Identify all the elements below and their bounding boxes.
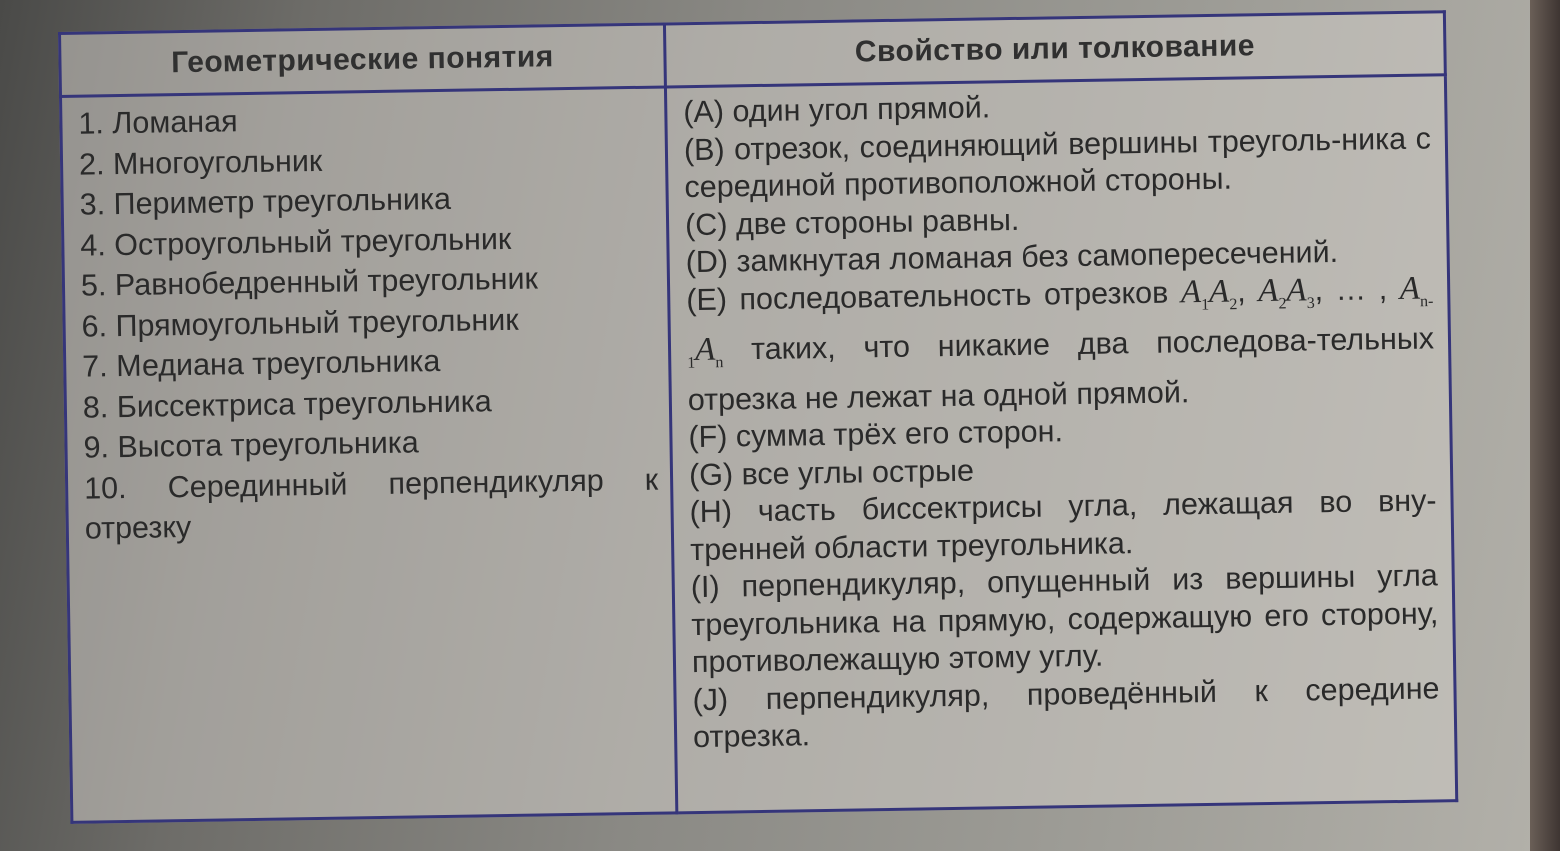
concept-item: 6. Прямоугольный треугольник — [81, 302, 519, 344]
concept-item: 3. Периметр треугольника — [79, 181, 452, 222]
concepts-cell — [61, 87, 677, 822]
math-symbol: A — [1208, 273, 1230, 310]
concept-item: 8. Биссектриса треугольника — [82, 383, 492, 425]
ellipsis: … , — [1335, 271, 1388, 307]
definition-e: (E) последовательность отрезков $A_1A_2$, $A_2A_3$, … , $A_{n-1}A_n$ таких, что никакие два последова-тельных отрезка не лежат на одной прямой. — [686, 270, 1435, 417]
math-subscript: 2 — [1229, 295, 1238, 313]
definition-a: (A) один угол прямой. — [683, 90, 991, 130]
concept-item: 5. Равнобедренный треугольник — [80, 261, 539, 303]
concept-item: 4. Остроугольный треугольник — [80, 221, 512, 263]
definition-g: (G) все углы острые — [688, 453, 975, 492]
math-symbol: A — [1257, 272, 1279, 309]
math-symbol: A — [1180, 273, 1202, 310]
concept-item: 10. Серединный перпендикуляр к отрезку — [83, 462, 659, 546]
matching-table — [58, 10, 1458, 824]
definition-c: (C) две стороны равны. — [684, 202, 1020, 242]
concept-item: 7. Медиана треугольника — [81, 344, 441, 384]
book-edge — [1530, 0, 1560, 851]
definition-d: (D) замкнутая ломаная без самопересечений. — [685, 234, 1339, 280]
header-definitions: Свойство или толкование — [664, 12, 1445, 87]
definition-h: (H) часть биссектрисы угла, лежащая во вну-тренней области треугольника. — [689, 483, 1437, 567]
matching-table-wrapper — [58, 10, 1458, 824]
math-subscript: n-1 — [687, 292, 1434, 372]
definition-f: (F) сумма трёх его сторон. — [688, 414, 1064, 455]
definition-b: (B) отрезок, соединяющий вершины треуголь-ника с серединой противоположной стороны. — [683, 120, 1432, 205]
math-symbol: A — [694, 331, 716, 368]
definitions-cell — [665, 75, 1456, 813]
definition-e-prefix: (E) последовательность отрезков — [686, 275, 1169, 317]
math-subscript: 2 — [1278, 294, 1287, 312]
math-subscript: 3 — [1306, 294, 1315, 312]
definition-e-suffix: таких, что никакие два последова-тельных отрезка не лежат на одной прямой. — [687, 321, 1435, 417]
table-body-row — [61, 75, 1457, 823]
math-subscript: n — [715, 353, 724, 371]
math-symbol: A — [1399, 270, 1421, 307]
math-symbol: A — [1286, 271, 1307, 309]
definition-i: (I) перпендикуляр, опущенный из вершины угла треугольника на прямую, содержащую его сторону, противолежащую этому углу. — [690, 558, 1439, 680]
definition-j: (J) перпендикуляр, проведённый к середине отрезка. — [692, 671, 1440, 755]
concept-item: 2. Многоугольник — [78, 143, 323, 182]
segment-a2a3 — [1257, 271, 1315, 312]
concept-item: 9. Высота треугольника — [83, 425, 419, 465]
segment-a1a2 — [1180, 273, 1238, 314]
math-subscript: 1 — [1201, 296, 1210, 314]
header-concepts: Геометрические понятия — [60, 24, 666, 96]
concept-item: 1. Ломаная — [78, 104, 238, 141]
